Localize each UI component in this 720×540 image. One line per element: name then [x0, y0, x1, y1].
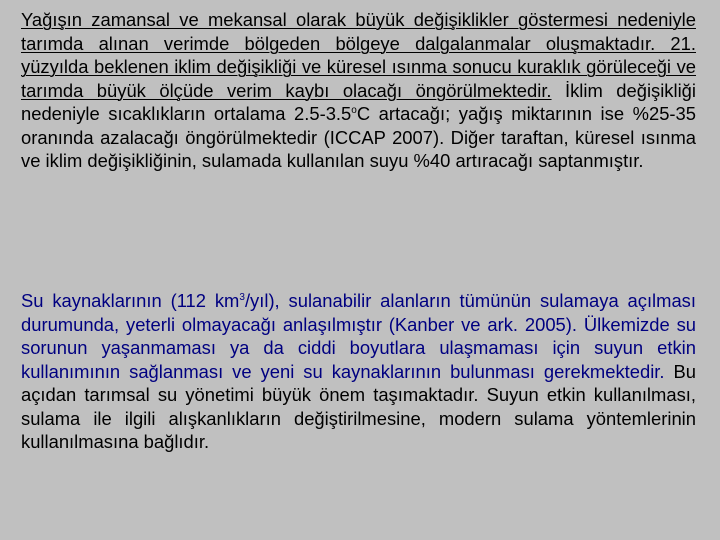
temperature-text: İklim değişikliği nedeniyle sıcaklıkların ortalama 2.5-3.5	[21, 79, 696, 124]
cubic-exponent: 3	[239, 292, 245, 303]
paragraph-water-resources	[21, 289, 696, 454]
underlined-sentence: Yağışın zamansal ve mekansal olarak büyük değişiklikler göstermesi nedeniyle tarımda alınan verimde bölgeden bölgeye dalgalanmalar oluşmaktadır. 21. yüzyılda beklenen iklim değişikliği ve küresel ısınma sonucu kuraklık görüleceği ve tarımda büyük ölçüde verim kaybı olacağı öngörülmektedir.	[21, 9, 696, 101]
water-management-text: Bu açıdan tarımsal su yönetimi büyük önem taşımaktadır. Suyun etkin kullanılması, sulama ile ilgili alışkanlıkların değiştirilmesine, modern sulama yöntemlerinin kullanılmasına bağlıdır.	[21, 360, 696, 452]
water-resources-text: Su kaynaklarının (112 km	[21, 290, 240, 311]
degree-mark: o	[351, 105, 357, 116]
rainfall-text: C artacağı; yağış miktarının ise %25-35 oranında azalacağı öngörülmektedir (ICCAP 2007). Diğer taraftan, küresel ısınma ve iklim değişikliğinin, sulamada kullanılan suyu %40 artıracağı saptanmıştır.	[21, 103, 697, 171]
paragraph-climate-change	[21, 8, 696, 173]
irrigation-text: /yıl), sulanabilir alanların tümünün sulamaya açılması durumunda, yeterli olmayacağı anlaşılmıştır (Kanber ve ark. 2005). Ülkemizde su sorunun yaşanmaması ya da ciddi boyutlara ulaşmaması için suyun etkin kullanımının sağlanması ve yeni su kaynaklarının bulunması gerekmektedir.	[21, 290, 696, 382]
